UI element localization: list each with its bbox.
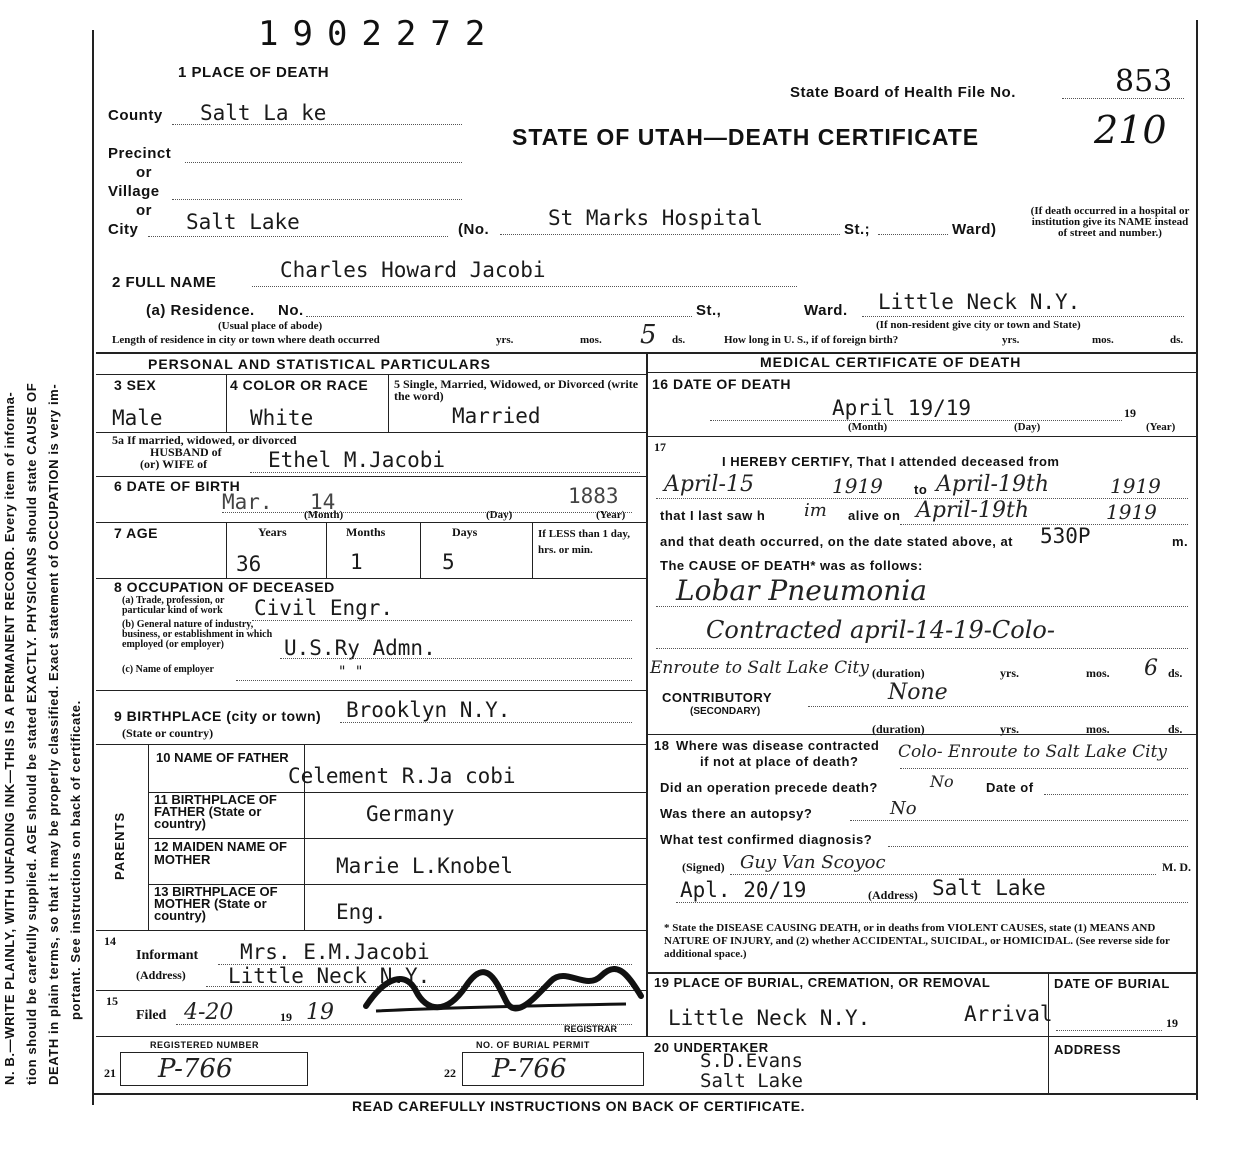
village-label: Village: [108, 183, 160, 200]
if-not-label: if not at place of death?: [700, 754, 859, 769]
birthplace-state-caption: (State or country): [122, 726, 214, 740]
cause-line: [656, 606, 1188, 607]
ward-label: Ward): [952, 221, 997, 238]
father-birthplace-value: Germany: [366, 802, 455, 826]
last-saw-label: that I last saw h: [660, 508, 766, 523]
file-no: 853: [1115, 64, 1173, 99]
mother-birthplace-value: Eng.: [336, 900, 387, 924]
age-divider-4: [532, 522, 533, 578]
county-line: [172, 124, 462, 125]
duration-mos-2: mos.: [1086, 722, 1110, 736]
contracted-line: [656, 648, 1188, 649]
attended-from-year: 1919: [832, 474, 883, 498]
nonresident-note: (If non-resident give city or town and State): [876, 319, 1081, 331]
residence-st-label: St.,: [696, 302, 722, 319]
sex-label: 3 SEX: [114, 377, 157, 393]
occ-b-value: U.S.Ry Admn.: [284, 636, 436, 660]
usual-place-caption: (Usual place of abode): [218, 320, 323, 332]
burial-place: Little Neck N.Y.: [668, 1006, 871, 1030]
footnote: * State the DISEASE CAUSING DEATH, or in deaths from VIOLENT CAUSES, state (1) MEANS AND NATURE OF INJURY, and (2) whether ACCIDENTAL, SUICIDAL, or HOMICIDAL. (See reverse side for additional space.): [664, 922, 1170, 960]
row-line-5: [96, 690, 646, 691]
last-saw-pronoun: im: [804, 500, 827, 521]
residence-label: (a) Residence.: [146, 302, 255, 319]
item-17: 17: [654, 440, 666, 454]
burial-permit-value: P-766: [492, 1054, 567, 1084]
age-divider-2: [326, 522, 327, 578]
filed-date: 4-20: [184, 1000, 234, 1025]
spouse-value: Ethel M.Jacobi: [268, 448, 446, 472]
time-m: m.: [1172, 534, 1189, 549]
undertaker-label: 20 UNDERTAKER: [654, 1040, 769, 1055]
burial-permit-label: NO. OF BURIAL PERMIT: [476, 1040, 590, 1050]
where-contracted-label: Where was disease contracted: [676, 738, 880, 753]
duration-yrs-2: yrs.: [1000, 722, 1019, 736]
how-long-yrs: yrs.: [1002, 334, 1020, 346]
test-line: [888, 846, 1188, 847]
autopsy-line: [850, 820, 1188, 821]
filed-year: 19: [306, 1000, 334, 1025]
frame-right: [1196, 20, 1198, 1100]
no-label: (No.: [458, 221, 490, 238]
dob-day-caption: (Day): [486, 509, 513, 521]
mother-value: Marie L.Knobel: [336, 854, 514, 878]
alive-on-year: 1919: [1106, 500, 1157, 524]
occ-a-line: [252, 620, 632, 621]
side-note-4: portant. See instructions on back of certificate.: [68, 700, 83, 1020]
row-line-6: [96, 744, 646, 745]
full-name-line: [252, 286, 797, 287]
length-days-value: 5: [640, 320, 657, 350]
street-value: St Marks Hospital: [548, 206, 763, 230]
death-day-caption: (Day): [1014, 421, 1041, 433]
spouse-line: [250, 472, 640, 473]
death-occurred-label: and that death occurred, on the date stated above, at: [660, 534, 1014, 549]
spouse-label-3: (or) WIFE of: [140, 457, 208, 471]
dob-label: 6 DATE OF BIRTH: [114, 478, 241, 494]
signed-label: (Signed): [682, 860, 725, 874]
mother-label: 12 MAIDEN NAME OF MOTHER: [154, 839, 287, 867]
frame-bottom: [92, 1093, 1196, 1095]
duration-ds-1: ds.: [1168, 666, 1183, 680]
contracted-note: Contracted april-14-19-Colo-: [706, 616, 1055, 644]
attended-to-date: April-19th: [936, 472, 1049, 497]
where-contracted-value: Colo- Enroute to Salt Lake City: [898, 742, 1168, 762]
parents-label: PARENTS: [112, 811, 127, 880]
residence-no-label: No.: [278, 302, 304, 319]
handwritten-number: 210: [1094, 108, 1167, 152]
operation-label: Did an operation precede death?: [660, 780, 878, 795]
alive-on-date: April-19th: [916, 498, 1029, 523]
color-divider: [388, 374, 389, 432]
birthplace-label: 9 BIRTHPLACE (city or town): [114, 708, 322, 724]
death-month-caption: (Month): [848, 421, 888, 433]
less-than-label: If LESS than 1 day, hrs. or min.: [538, 528, 631, 556]
frame-left: [92, 30, 94, 1105]
death-year-caption: (Year): [1146, 421, 1176, 433]
birthplace-line: [340, 722, 632, 723]
how-long-mos: mos.: [1092, 334, 1114, 346]
informant-address-label: (Address): [136, 968, 186, 982]
age-divider-3: [420, 522, 421, 578]
father-label: 10 NAME OF FATHER: [156, 750, 289, 765]
age-months: 1: [350, 550, 363, 574]
certificate-number: 1902272: [258, 14, 500, 54]
days-caption: Days: [452, 525, 478, 539]
color-label: 4 COLOR OR RACE: [230, 377, 369, 393]
years-caption: Years: [258, 525, 287, 539]
date-of-burial-19: 19: [1166, 1016, 1178, 1030]
test-label: What test confirmed diagnosis?: [660, 832, 873, 847]
row-line-3: [96, 522, 646, 523]
center-divider: [646, 352, 648, 1037]
item-14: 14: [104, 934, 116, 948]
informant-value: Mrs. E.M.Jacobi: [240, 940, 430, 964]
registered-top-line: [96, 1036, 646, 1037]
street-line: [500, 234, 840, 235]
physician-signature: Guy Van Scoyoc: [740, 852, 886, 873]
ward-line: [878, 234, 948, 235]
duration-label-1: (duration): [872, 666, 925, 680]
enroute-note: Enroute to Salt Lake City: [650, 658, 869, 678]
residence-value-line: [862, 316, 1184, 317]
date-of-burial-label: DATE OF BURIAL: [1054, 976, 1170, 991]
signature-address-label: (Address): [868, 888, 918, 902]
age-days: 5: [442, 550, 455, 574]
occ-b-line: [280, 658, 632, 659]
father-birthplace-label: 11 BIRTHPLACE OF FATHER (State or country): [154, 792, 277, 831]
age-label: 7 AGE: [114, 525, 158, 541]
attended-to-label: to: [914, 482, 928, 497]
undertaker-city: Salt Lake: [700, 1070, 803, 1092]
item-18: 18: [654, 738, 670, 753]
side-note-2: tion should be carefully supplied. AGE should be stated EXACTLY. PHYSICIANS should state CAUSE OF: [24, 382, 39, 1085]
occ-b-label: (b) General nature of industry, business, or establishment in which employed (or employer): [122, 619, 273, 650]
occ-a-label: (a) Trade, profession, or particular kind of work: [122, 595, 225, 616]
signature-address: Salt Lake: [932, 876, 1046, 900]
registered-number-value: P-766: [158, 1054, 233, 1084]
certify-text: I HEREBY CERTIFY, That I attended deceased from: [722, 454, 1060, 469]
row-line-2: [96, 476, 646, 477]
occ-c-value: " ": [338, 664, 364, 680]
footer-instructions: READ CAREFULLY INSTRUCTIONS ON BACK OF CERTIFICATE.: [352, 1098, 806, 1114]
precinct-line: [185, 162, 462, 163]
residence-ward-label: Ward.: [804, 302, 848, 319]
occ-c-line: [236, 680, 632, 681]
secondary-label: (SECONDARY): [690, 706, 761, 717]
operation-value: No: [930, 772, 954, 791]
residence-value: Little Neck N.Y.: [878, 290, 1081, 314]
signature-date-line: [676, 902, 1188, 903]
sex-divider: [226, 374, 227, 432]
item-15: 15: [106, 994, 118, 1008]
or-text-1: or: [136, 164, 152, 181]
date-of-death-label: 16 DATE OF DEATH: [652, 376, 791, 392]
alive-on-label: alive on: [848, 508, 901, 523]
informant-address: Little Neck N.Y.: [228, 964, 431, 988]
date-of-death-line: [710, 420, 1122, 421]
length-residence-label: Length of residence in city or town where death occurred: [112, 334, 380, 346]
cause-value: Lobar Pneumonia: [676, 574, 927, 607]
signed-line: [730, 874, 1156, 875]
medical-row-line-1: [646, 436, 1196, 437]
parents-divider: [148, 744, 149, 930]
medical-row-line-2: [646, 734, 1196, 735]
length-mos: mos.: [580, 334, 602, 346]
city-label: City: [108, 221, 139, 238]
registered-number-label: REGISTERED NUMBER: [150, 1040, 260, 1050]
city-value: Salt Lake: [186, 210, 300, 234]
dob-month-caption: (Month): [304, 509, 344, 521]
dob-day: 14: [310, 490, 336, 514]
spouse-label-2: HUSBAND of: [150, 445, 222, 459]
village-line: [172, 199, 462, 200]
contributory-label: CONTRIBUTORY: [662, 690, 772, 705]
dob-month: Mar.: [222, 490, 273, 514]
parents-bottom-line: [96, 930, 646, 931]
father-value: Celement R.Ja cobi: [288, 764, 516, 788]
medical-section-title: MEDICAL CERTIFICATE OF DEATH: [760, 354, 1022, 370]
md-label: M. D.: [1162, 860, 1191, 874]
duration-label-2: (duration): [872, 722, 925, 736]
duration-days: 6: [1144, 656, 1158, 681]
personal-section-title: PERSONAL AND STATISTICAL PARTICULARS: [148, 356, 491, 372]
duration-mos-1: mos.: [1086, 666, 1110, 680]
city-line: [148, 236, 448, 237]
undertaker-address-label: ADDRESS: [1054, 1042, 1122, 1057]
attended-from-date: April-15: [664, 472, 754, 497]
date-of-death-value: April 19/19: [832, 396, 972, 420]
registrar-label: REGISTRAR: [564, 1024, 618, 1034]
length-ds: ds.: [672, 334, 686, 346]
file-no-line: [1062, 98, 1184, 99]
burial-top-line: [646, 972, 1196, 974]
age-divider-1: [226, 522, 227, 578]
file-no-label: State Board of Health File No.: [790, 84, 1016, 101]
date-of-death-19: 19: [1124, 406, 1136, 420]
medical-header-line: [646, 372, 1196, 373]
dob-year: 1883: [568, 484, 619, 508]
months-caption: Months: [346, 525, 386, 539]
marital-label: 5 Single, Married, Widowed, or Divorced (write the word): [394, 377, 639, 403]
burial-divider: [1048, 972, 1049, 1093]
residence-line: [306, 316, 692, 317]
dob-year-caption: (Year): [596, 509, 626, 521]
side-note-1: N. B.—WRITE PLAINLY, WITH UNFADING INK—THIS IS A PERMANENT RECORD. Every item of informa-: [2, 391, 17, 1085]
undertaker-top-line: [646, 1036, 1196, 1037]
filed-label: Filed: [136, 1008, 167, 1023]
operation-date-line: [1044, 794, 1188, 795]
date-of-burial-line: [1056, 1030, 1162, 1031]
contributory-line: [808, 706, 1188, 707]
attended-to-year: 1919: [1110, 474, 1161, 498]
birthplace-value: Brooklyn N.Y.: [346, 698, 511, 722]
how-long-label: How long in U. S., if of foreign birth?: [724, 334, 899, 346]
full-name-value: Charles Howard Jacobi: [280, 258, 546, 282]
mother-birthplace-label: 13 BIRTHPLACE OF MOTHER (State or country): [154, 884, 278, 923]
personal-header-line: [96, 374, 646, 375]
autopsy-value: No: [890, 798, 917, 819]
registrar-signature: [356, 966, 656, 1026]
date-of-label: Date of: [986, 780, 1034, 795]
how-long-ds: ds.: [1170, 334, 1184, 346]
burial-label: 19 PLACE OF BURIAL, CREMATION, OR REMOVAL: [654, 975, 991, 990]
filed-19: 19: [280, 1010, 292, 1024]
spouse-label-1: 5a If married, widowed, or divorced: [112, 433, 297, 447]
informant-label: Informant: [136, 948, 199, 963]
signature-date: Apl. 20/19: [680, 878, 807, 902]
item-21: 21: [104, 1066, 116, 1080]
precinct-label: Precinct: [108, 145, 172, 162]
dob-line: [222, 512, 632, 513]
duration-ds-2: ds.: [1168, 722, 1183, 736]
side-note-3: DEATH in plain terms, so that it may be properly classified. Exact statement of OCCUPATION is very im-: [46, 383, 61, 1085]
marital-value: Married: [452, 404, 541, 428]
occ-a-value: Civil Engr.: [254, 596, 394, 620]
burial-arrival: Arrival: [964, 1002, 1053, 1026]
certificate-title: STATE OF UTAH—DEATH CERTIFICATE: [512, 124, 980, 150]
county-value: Salt La ke: [200, 101, 327, 125]
duration-yrs-1: yrs.: [1000, 666, 1019, 680]
or-text-2: or: [136, 202, 152, 219]
where-contracted-line: [900, 768, 1188, 769]
autopsy-label: Was there an autopsy?: [660, 806, 813, 821]
place-of-death-label: 1 PLACE OF DEATH: [178, 64, 330, 81]
length-yrs: yrs.: [496, 334, 514, 346]
item-22: 22: [444, 1066, 456, 1080]
county-label: County: [108, 107, 163, 124]
time-of-death: 530P: [1040, 524, 1091, 548]
undertaker-name: S.D.Evans: [700, 1050, 803, 1072]
sex-value: Male: [112, 406, 163, 430]
st-label: St.;: [844, 221, 871, 238]
age-years: 36: [236, 552, 262, 576]
hospital-note: (If death occurred in a hospital or institution give its NAME instead of street and number.): [1030, 205, 1190, 239]
full-name-label: 2 FULL NAME: [112, 274, 217, 291]
occupation-label: 8 OCCUPATION OF DECEASED: [114, 579, 335, 595]
color-value: White: [250, 406, 314, 430]
contributory-value: None: [888, 680, 948, 705]
cause-label: The CAUSE OF DEATH* was as follows:: [660, 558, 923, 573]
occ-c-label: (c) Name of employer: [122, 664, 214, 675]
